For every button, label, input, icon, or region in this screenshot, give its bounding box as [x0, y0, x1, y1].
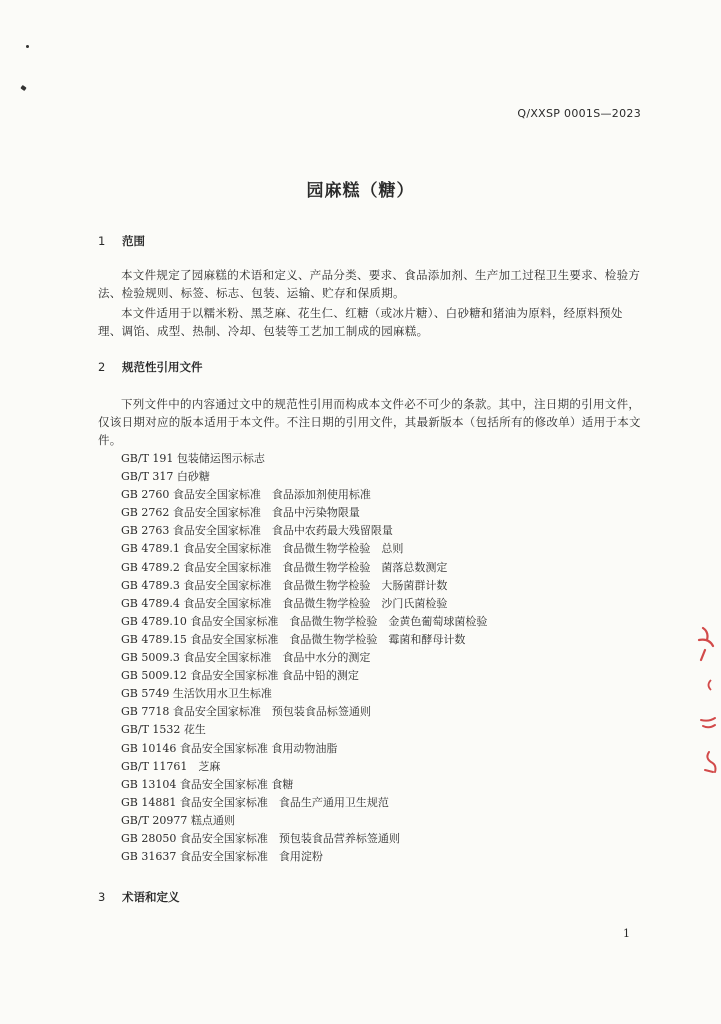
reference-item: GB 5009.3 食品安全国家标准 食品中水分的测定 [121, 651, 371, 665]
section-number: 1 [98, 234, 106, 248]
section-title: 范围 [122, 234, 145, 248]
section-heading-references [98, 359, 203, 375]
reference-item: GB/T 191 包装储运图示标志 [121, 452, 265, 465]
section-number: 3 [98, 890, 106, 904]
reference-item: GB/T 20977 糕点通则 [121, 813, 235, 827]
scan-speck [26, 45, 29, 48]
red-seal-fragment [691, 610, 721, 800]
references-intro-paragraph: 下列文件中的内容通过文中的规范性引用而构成本文件必不可少的条款。其中，注日期的引用文件，仅该日期对应的版本适用于本文件。不注日期的引用文件，其最新版本（包括所有的修改单）适用于本文件。 [98, 397, 641, 447]
section-heading-terms [98, 889, 180, 905]
reference-item: GB 2762 食品安全国家标准 食品中污染物限量 [121, 506, 360, 520]
reference-item: GB/T 317 白砂糖 [121, 470, 210, 484]
reference-item: GB 14881 食品安全国家标准 食品生产通用卫生规范 [121, 795, 389, 809]
scan-speck [20, 85, 26, 91]
reference-item: GB 2763 食品安全国家标准 食品中农药最大残留限量 [121, 524, 393, 538]
reference-list [121, 450, 487, 866]
reference-item: GB 4789.1 食品安全国家标准 食品微生物学检验 总则 [121, 542, 404, 556]
reference-item: GB 4789.10 食品安全国家标准 食品微生物学检验 金黄色葡萄球菌检验 [121, 614, 488, 628]
reference-item: GB 5749 生活饮用水卫生标准 [121, 687, 272, 701]
document-code: Q/XXSP 0001S—2023 [517, 107, 641, 120]
document-title: 园麻糕（糖） [306, 181, 415, 201]
reference-item: GB 4789.4 食品安全国家标准 食品微生物学检验 沙门氏菌检验 [121, 596, 448, 610]
reference-item: GB 13104 食品安全国家标准 食糖 [121, 777, 294, 791]
reference-item: GB 7718 食品安全国家标准 预包装食品标签通则 [121, 705, 371, 719]
reference-item: GB/T 11761 芝麻 [121, 759, 221, 773]
reference-item: GB 4789.2 食品安全国家标准 食品微生物学检验 菌落总数测定 [121, 560, 448, 574]
reference-item: GB 4789.15 食品安全国家标准 食品微生物学检验 霉菌和酵母计数 [121, 632, 466, 646]
section-number: 2 [98, 360, 106, 374]
reference-item: GB 4789.3 食品安全国家标准 食品微生物学检验 大肠菌群计数 [121, 578, 448, 592]
reference-item: GB/T 1532 花生 [121, 723, 206, 737]
reference-item: GB 31637 食品安全国家标准 食用淀粉 [121, 850, 323, 864]
reference-item: GB 2760 食品安全国家标准 食品添加剂使用标准 [121, 488, 371, 502]
section-title: 规范性引用文件 [122, 360, 203, 374]
reference-item: GB 5009.12 食品安全国家标准 食品中铅的测定 [121, 669, 359, 683]
scope-paragraph-1: 本文件规定了园麻糕的术语和定义、产品分类、要求、食品添加剂、生产加工过程卫生要求、检验方法、检验规则、标签、标志、包装、运输、贮存和保质期。 [98, 268, 641, 300]
scope-paragraph-2: 本文件适用于以糯米粉、黑芝麻、花生仁、红糖（或冰片糖）、白砂糖和猪油为原料，经原料预处理、调馅、成型、热制、冷却、包装等工艺加工制成的园麻糕。 [98, 306, 623, 338]
section-heading-scope [98, 233, 145, 249]
page-number: 1 [623, 927, 630, 940]
section-title: 术语和定义 [122, 890, 180, 904]
reference-item: GB 28050 食品安全国家标准 预包装食品营养标签通则 [121, 831, 400, 845]
reference-item: GB 10146 食品安全国家标准 食用动物油脂 [121, 741, 338, 755]
